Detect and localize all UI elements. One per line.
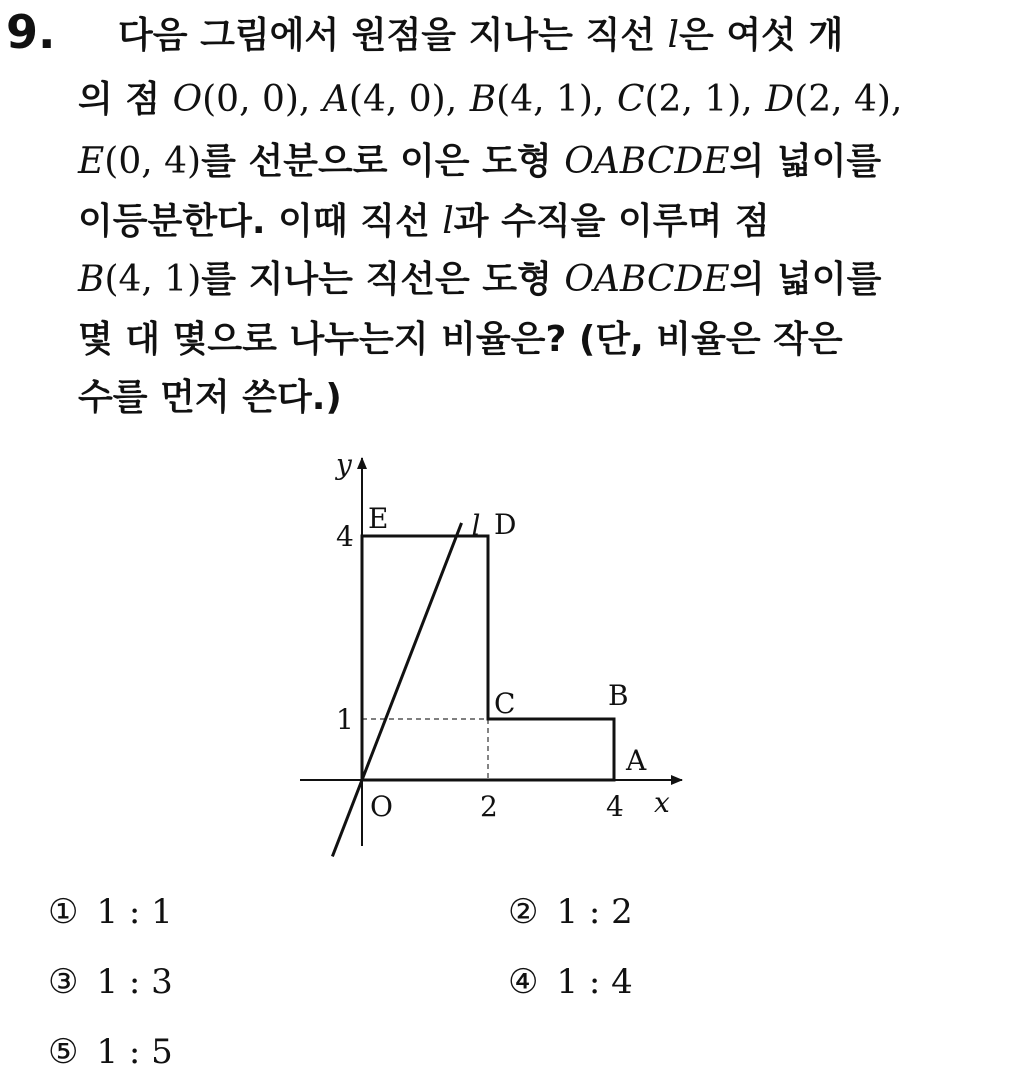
math-text: OABCDE xyxy=(564,259,730,300)
math-text: O xyxy=(172,79,203,120)
question-text-run: 의 점 xyxy=(78,79,173,120)
question-text-run: 은 여섯 개 xyxy=(679,15,844,56)
question-text-run xyxy=(753,79,766,120)
shape-oabcde xyxy=(362,536,614,780)
choice-1-text: 1 : 1 xyxy=(96,892,173,932)
math-coordinate: (2, 1), xyxy=(644,79,753,120)
math-text: OABCDE xyxy=(564,141,730,182)
question-text-run: 이등분한다. 이때 직선 xyxy=(78,201,443,242)
line-l-label: l xyxy=(471,508,481,542)
x-tick-label: 4 xyxy=(606,790,624,823)
math-coordinate: (4, 1) xyxy=(104,259,202,300)
question-text-run: 의 넓이를 xyxy=(729,141,882,182)
math-coordinate: (2, 4), xyxy=(794,79,903,120)
point-o-label: O xyxy=(370,790,393,823)
math-text: A xyxy=(322,79,349,120)
question-text-run: 를 지나는 직선은 도형 xyxy=(201,259,565,300)
math-text: B xyxy=(469,79,497,120)
math-coordinate: (4, 0), xyxy=(348,79,458,120)
choice-4[interactable] xyxy=(508,960,633,1004)
question-text-run: 수를 먼저 쓴다.) xyxy=(78,377,342,418)
math-text: D xyxy=(765,79,795,120)
choice-2-number: ② xyxy=(508,892,539,932)
math-coordinate: (4, 1), xyxy=(496,79,605,120)
math-text: B xyxy=(78,259,105,300)
math-text: C xyxy=(616,79,645,120)
question-text-run xyxy=(310,79,323,120)
y-tick-label: 1 xyxy=(336,703,354,736)
question-text-run: 의 넓이를 xyxy=(729,259,882,300)
question-line-2 xyxy=(78,72,902,128)
math-text: E xyxy=(78,141,105,182)
choice-1-number: ① xyxy=(48,892,79,932)
choice-3-number: ③ xyxy=(48,962,79,1002)
choice-1[interactable] xyxy=(48,890,173,934)
choice-5[interactable] xyxy=(48,1030,173,1074)
choice-3[interactable] xyxy=(48,960,173,1004)
y-axis-label: y xyxy=(336,448,352,481)
x-tick-label: 2 xyxy=(480,790,498,823)
choice-4-text: 1 : 4 xyxy=(556,962,633,1002)
coordinate-figure xyxy=(290,448,710,858)
point-e-label: E xyxy=(368,502,389,535)
choice-4-number: ④ xyxy=(508,962,539,1002)
y-tick-label: 4 xyxy=(336,520,354,553)
question-text-run: 몇 대 몇으로 나누는지 비율은? (단, 비율은 작은 xyxy=(78,319,843,360)
question-text-run: 과 수직을 이루며 점 xyxy=(453,201,770,242)
x-axis-label: x xyxy=(654,786,670,819)
math-coordinate: (0, 4) xyxy=(104,141,202,182)
question-text-run: 다음 그림에서 원점을 지나는 직선 xyxy=(118,15,668,56)
question-text-run: 를 선분으로 이은 도형 xyxy=(201,141,565,182)
point-a-label: A xyxy=(626,744,647,777)
question-text-run xyxy=(604,79,617,120)
math-text: l xyxy=(442,201,454,242)
choice-2[interactable] xyxy=(508,890,633,934)
question-text-run xyxy=(457,79,470,120)
question-line-5 xyxy=(78,252,881,308)
choice-5-number: ⑤ xyxy=(48,1032,79,1072)
point-d-label: D xyxy=(494,508,517,541)
point-c-label: C xyxy=(494,687,516,720)
question-line-4 xyxy=(78,194,770,250)
math-coordinate: (0, 0), xyxy=(202,79,311,120)
question-line-3 xyxy=(78,134,881,190)
question-line-7 xyxy=(78,370,342,426)
choice-5-text: 1 : 5 xyxy=(96,1032,173,1072)
point-b-label: B xyxy=(608,679,629,712)
math-text: l xyxy=(667,15,680,56)
question-line-6 xyxy=(78,312,843,368)
line-l xyxy=(332,523,461,857)
question-number: 9. xyxy=(6,5,56,59)
choice-3-text: 1 : 3 xyxy=(96,962,173,1002)
choice-2-text: 1 : 2 xyxy=(556,892,633,932)
question-line-1 xyxy=(118,8,843,64)
